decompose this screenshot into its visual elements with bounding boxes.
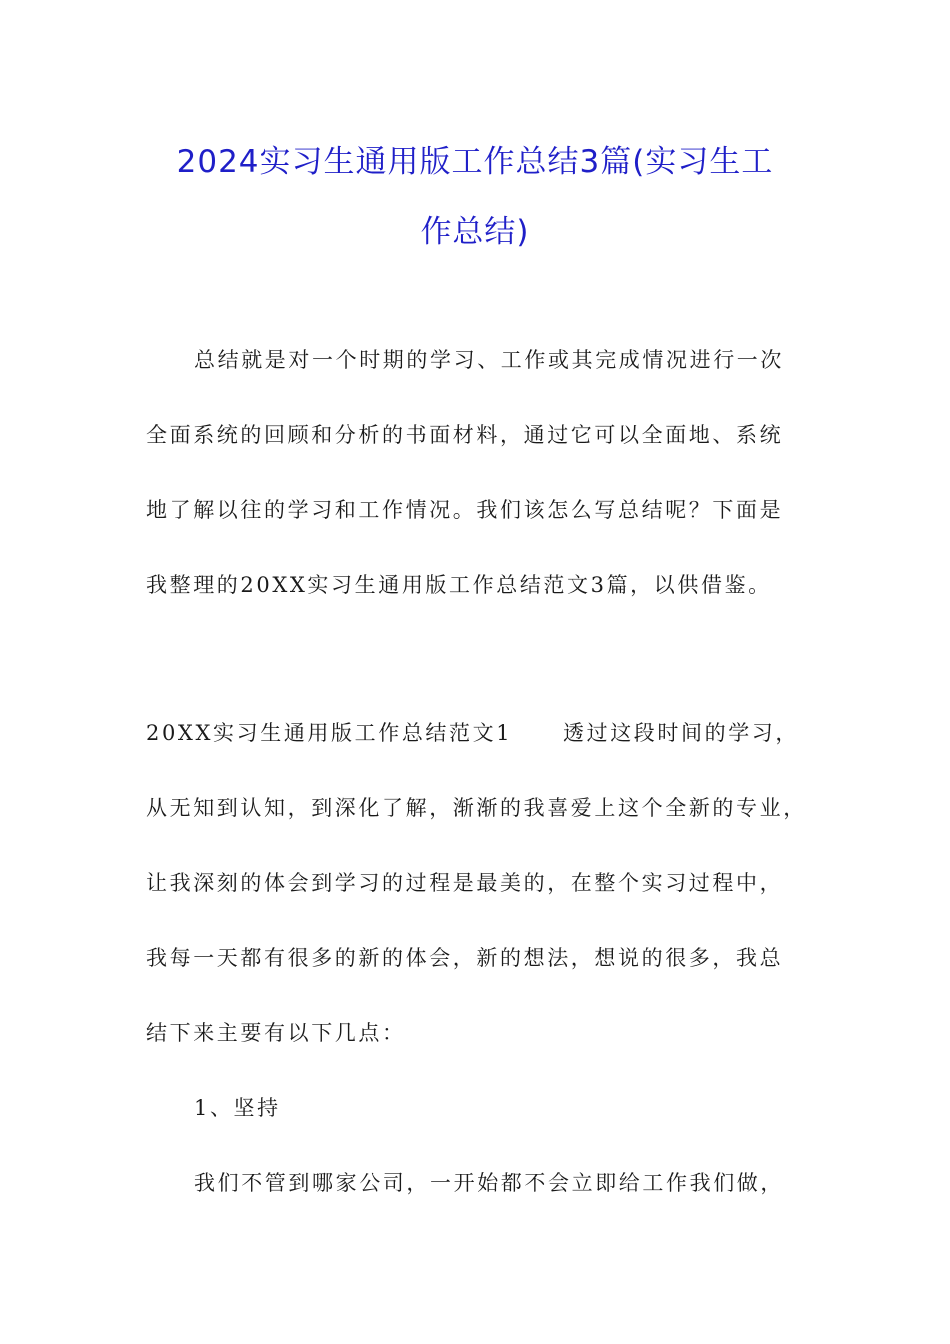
document-title-line-2: 作总结) (420, 214, 530, 250)
intro-line-4: 我整理的20XX实习生通用版工作总结范文3篇，以供借鉴。 (146, 573, 772, 597)
intro-line-1: 总结就是对一个时期的学习、工作或其完成情况进行一次 (194, 348, 784, 372)
point1-line-1: 我们不管到哪家公司，一开始都不会立即给工作我们做， (194, 1171, 784, 1195)
intro-line-3: 地了解以往的学习和工作情况。我们该怎么写总结呢？下面是 (146, 498, 784, 522)
section1-line-5: 结下来主要有以下几点： (146, 1021, 406, 1045)
section1-first-line: 透过这段时间的学习， (563, 721, 799, 745)
intro-line-2: 全面系统的回顾和分析的书面材料，通过它可以全面地、系统 (146, 423, 784, 447)
section1-heading: 20XX实习生通用版工作总结范文1 (146, 721, 513, 745)
section1-line-4: 我每一天都有很多的新的体会，新的想法，想说的很多，我总 (146, 946, 784, 970)
section1-line-2: 从无知到认知，到深化了解，渐渐的我喜爱上这个全新的专业， (146, 796, 807, 820)
document-title-line-1: 2024实习生通用版工作总结3篇(实习生工 (176, 144, 774, 180)
point1-label: 1、坚持 (194, 1096, 281, 1120)
section1-line-3: 让我深刻的体会到学习的过程是最美的，在整个实习过程中， (146, 871, 784, 895)
